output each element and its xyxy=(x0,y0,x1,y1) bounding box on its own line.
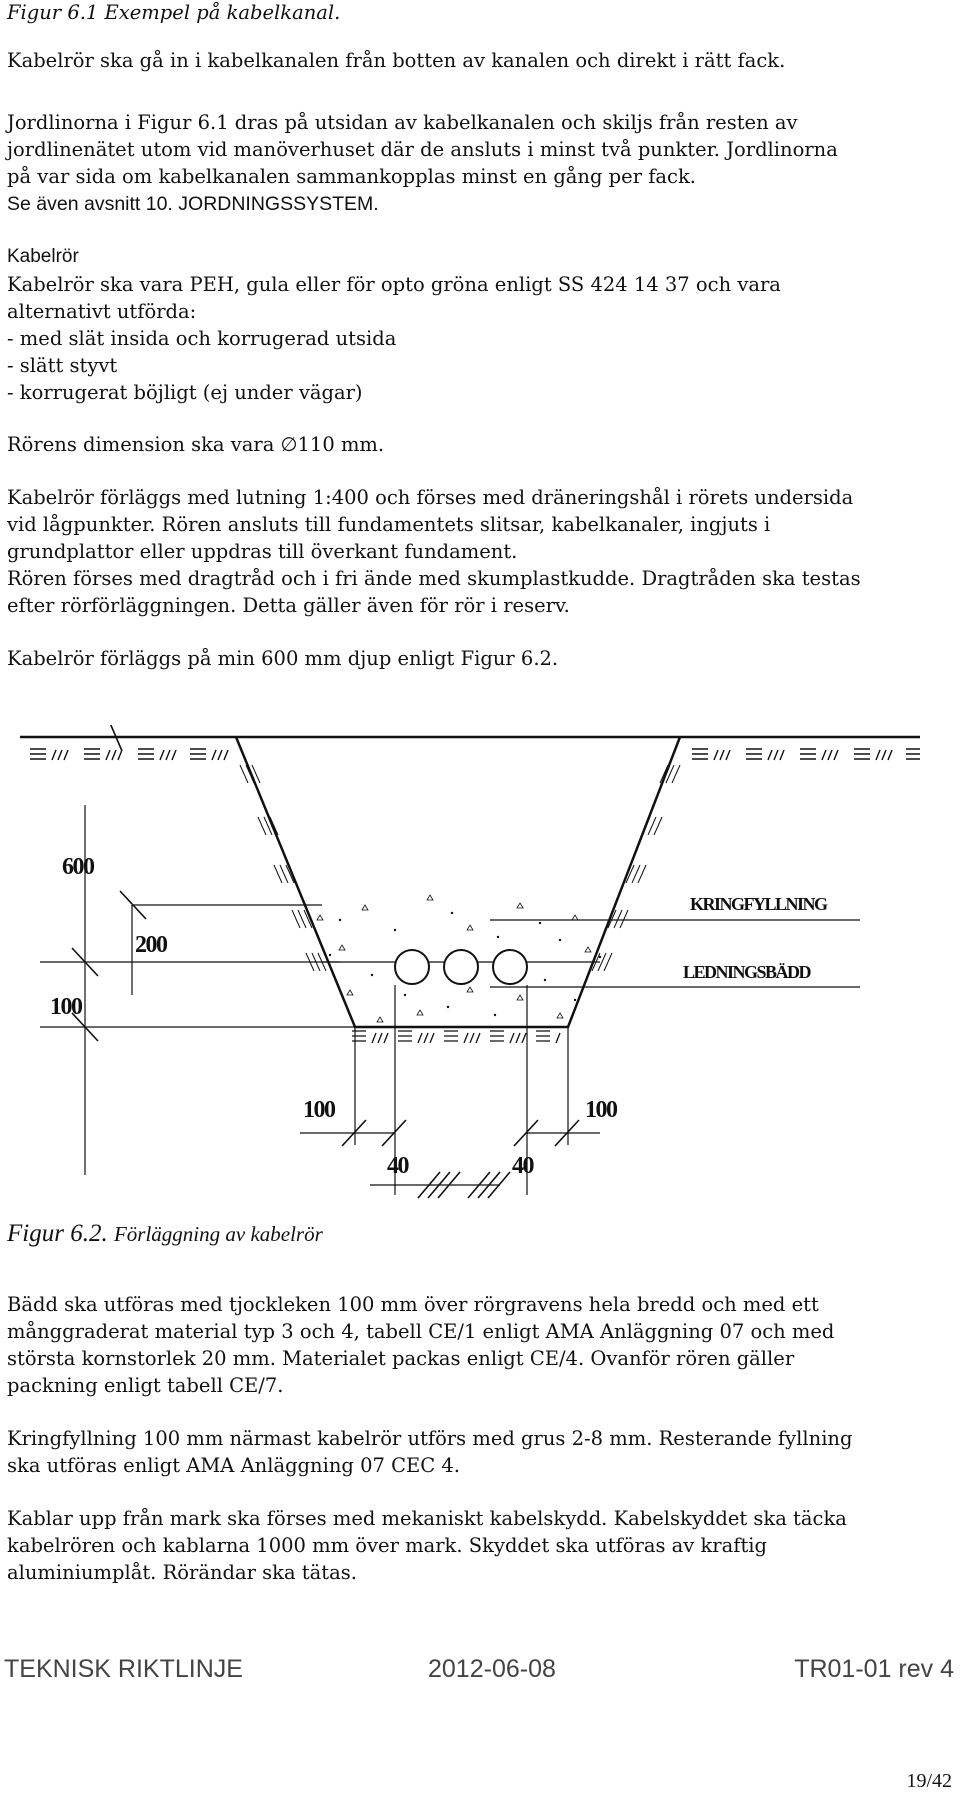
kablar-line-3: aluminiumplåt. Rörändar ska tätas. xyxy=(7,1561,357,1584)
dim-label-600: 600 xyxy=(62,854,94,880)
jordlinor-line-4: Se även avsnitt 10. JORDNINGSSYSTEM. xyxy=(7,193,379,215)
cable-pipe-3 xyxy=(493,950,527,984)
ground-hatching-left xyxy=(30,749,228,760)
kabelror-line-1: Kabelrör ska vara PEH, gula eller för opto gröna enligt SS 424 14 37 och vara xyxy=(7,273,781,296)
forlaggs-line-2: vid lågpunkter. Rören ansluts till fundamentets slitsar, kabelkanaler, ingjuts i xyxy=(7,513,771,536)
kabelror-line-2: alternativt utförda: xyxy=(7,300,197,323)
kablar-line-2: kabelrören och kablarna 1000 mm över mark. Skyddet ska utföras av kraftig xyxy=(7,1534,768,1557)
dim-label-100-bed: 100 xyxy=(50,994,82,1020)
forlaggs-line-5: efter rörförläggningen. Detta gäller även för rör i reserv. xyxy=(7,594,570,617)
dim-label-200: 200 xyxy=(135,932,167,958)
trench-cross-section-figure xyxy=(0,725,960,1215)
page-number: 19/42 xyxy=(906,1770,952,1792)
badd-line-4: packning enligt tabell CE/7. xyxy=(7,1374,284,1397)
jordlinor-line-2: jordlinenätet utom vid manöverhuset där de ansluts i minst två punkter. Jordlinorna xyxy=(7,138,838,161)
label-ledningsbadd: LEDNINGSBÄDD xyxy=(683,962,811,982)
depth-text: Kabelrör förläggs på min 600 mm djup enligt Figur 6.2. xyxy=(7,647,559,670)
kring-line-1: Kringfyllning 100 mm närmast kabelrör utförs med grus 2-8 mm. Resterande fyllning xyxy=(7,1427,853,1450)
trench-wall-hatching-right xyxy=(592,765,680,971)
intro-paragraph: Kabelrör ska gå in i kabelkanalen från botten av kanalen och direkt i rätt fack. xyxy=(7,49,786,72)
dimension-lines-bottom xyxy=(300,985,600,1198)
ground-hatching-right xyxy=(692,749,920,760)
section-heading-kabelror: Kabelrör xyxy=(7,246,79,267)
trench-wall-hatching-left xyxy=(240,765,326,971)
forlaggs-line-3: grundplattor eller uppdras till överkant fundament. xyxy=(7,540,518,563)
footer-document-type: TEKNISK RIKTLINJE xyxy=(4,1655,243,1683)
cable-pipe-2 xyxy=(444,950,478,984)
jordlinor-line-3: på var sida om kabelkanalen sammankopplas minst en gång per fack. xyxy=(7,165,696,188)
kabelror-line-5: - korrugerat böjligt (ej under vägar) xyxy=(7,381,363,404)
figure-caption-text: Förläggning av kabelrör xyxy=(113,1222,323,1246)
dim-label-100-left: 100 xyxy=(303,1097,335,1123)
kring-line-2: ska utföras enligt AMA Anläggning 07 CEC 4. xyxy=(7,1454,460,1477)
badd-line-3: största kornstorlek 20 mm. Materialet packas enligt CE/4. Ovanför rören gäller xyxy=(7,1347,795,1370)
top-figure-caption: Figur 6.1 Exempel på kabelkanal. xyxy=(7,1,341,24)
label-kringfyllning: KRINGFYLLNING xyxy=(690,894,827,914)
kabelror-line-3: - med slät insida och korrugerad utsida xyxy=(7,327,397,350)
figure-caption-label: Figur 6.2. xyxy=(7,1220,108,1247)
footer-date: 2012-06-08 xyxy=(428,1655,556,1683)
dim-label-40-left: 40 xyxy=(387,1153,408,1179)
badd-line-1: Bädd ska utföras med tjockleken 100 mm över rörgravens hela bredd och med ett xyxy=(7,1293,819,1316)
dim-label-100-right: 100 xyxy=(585,1097,617,1123)
kabelror-line-4: - slätt styvt xyxy=(7,354,118,377)
jordlinor-line-1: Jordlinorna i Figur 6.1 dras på utsidan av kabelkanalen och skiljs från resten av xyxy=(7,111,798,134)
kablar-line-1: Kablar upp från mark ska förses med mekaniskt kabelskydd. Kabelskyddet ska täcka xyxy=(7,1507,847,1530)
cable-pipe-1 xyxy=(395,950,429,984)
badd-line-2: månggraderat material typ 3 och 4, tabell CE/1 enligt AMA Anläggning 07 och med xyxy=(7,1320,835,1343)
forlaggs-line-1: Kabelrör förläggs med lutning 1:400 och förses med dräneringshål i rörets undersida xyxy=(7,486,854,509)
dimension-text: Rörens dimension ska vara ∅110 mm. xyxy=(7,433,385,456)
forlaggs-line-4: Rören förses med dragtråd och i fri ände med skumplastkudde. Dragtråden ska testas xyxy=(7,567,861,590)
bottom-hatching xyxy=(352,1031,560,1043)
footer-document-id: TR01-01 rev 4 xyxy=(794,1655,954,1683)
figure-caption xyxy=(7,1220,323,1248)
dim-label-40-right: 40 xyxy=(512,1153,533,1179)
